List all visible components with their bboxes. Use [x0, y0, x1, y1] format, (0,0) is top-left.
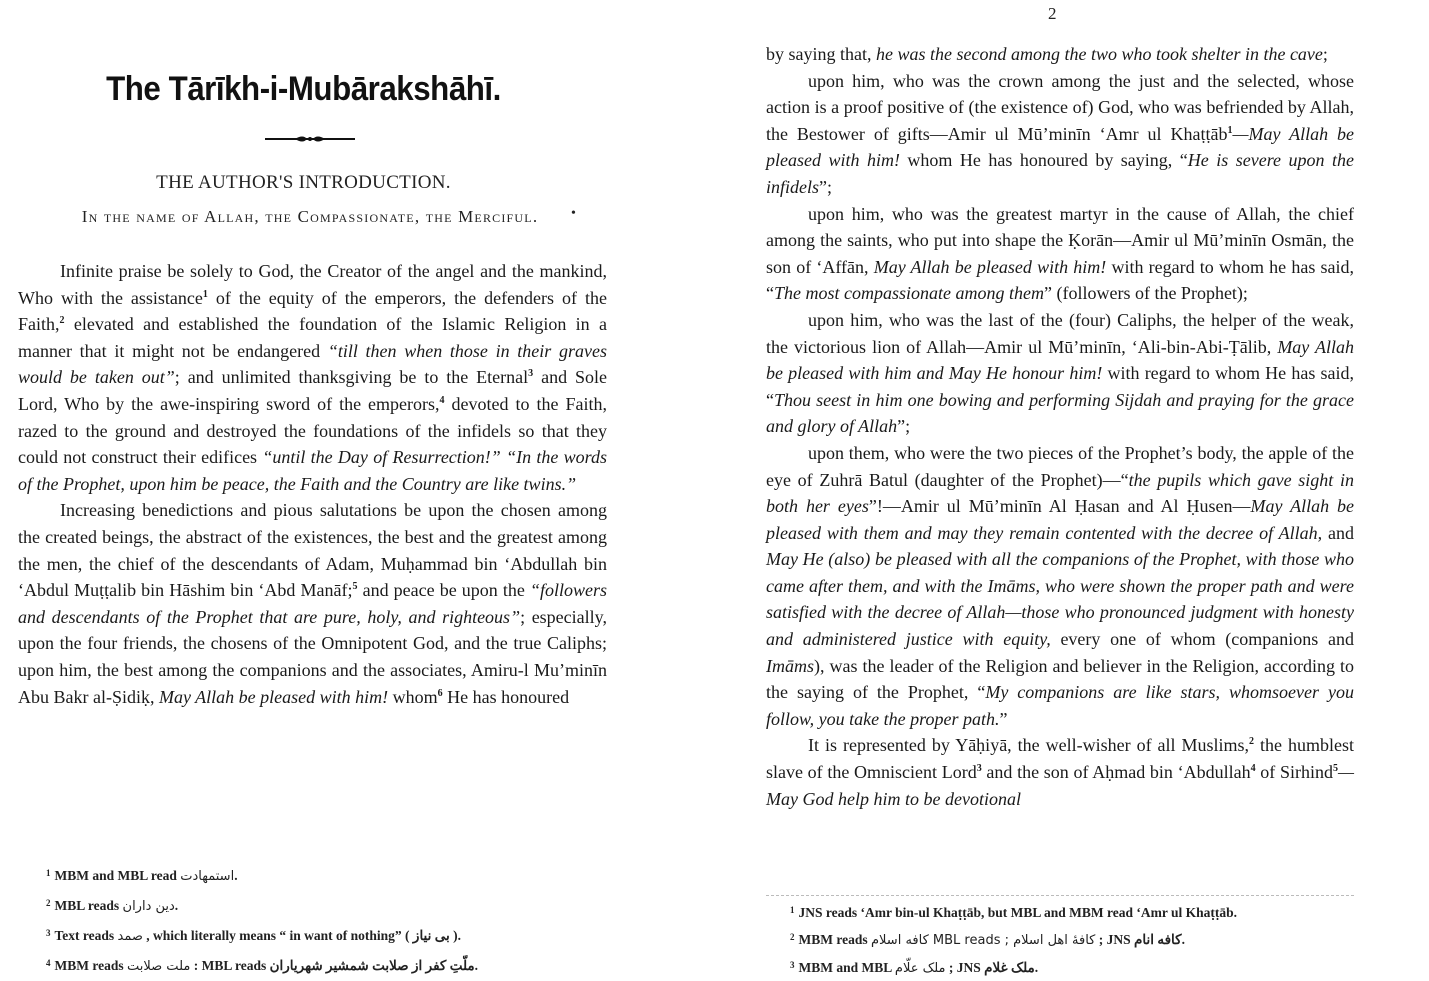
- italic-quote: “till then when those in their graves would be taken out”: [18, 340, 607, 388]
- paragraph: [766, 307, 1354, 440]
- text-run: Increasing benedictions and pious salutations be upon the chosen among the created beings, the abstract of the existences, the best and the greatest among the men, the chief of the descendants of Adam, Muḥammad bin ‘Abdullah bin ‘Abdul Muṭṭalib bin Hāshim bin ‘Abd Manāf;: [18, 500, 607, 601]
- footnote-text: JNS reads ‘Amr bin-ul Khaṭṭāb, but MBL and MBM read ‘Amr ul Khaṭṭāb.: [798, 905, 1238, 920]
- footnote-text-tail: .: [234, 868, 238, 883]
- italic-quote: he was the second among the two who took shelter in the cave: [876, 44, 1323, 64]
- text-run: and Sole Lord, Who by the awe-inspiring sword of the emperors,: [18, 367, 607, 414]
- text-run: of the equity of the emperors, the defenders of the Faith,: [18, 287, 607, 335]
- text-run: He has honoured: [442, 686, 570, 707]
- footnote-reference[interactable]: 3: [528, 368, 534, 380]
- title-ornament-divider: [265, 133, 355, 145]
- text-run: the humblest slave of the Omniscient Lord: [766, 735, 1354, 783]
- text-run: with regard to whom He has said, “: [766, 363, 1355, 410]
- footnote-text-tail: ; JNS کافه انام.: [1095, 932, 1185, 947]
- text-run: upon them, who were the two pieces of the Prophet’s body, the apple of the eye of Zuhrā Batul (daughter of the Prophet)—“: [766, 442, 1354, 490]
- footnote-text: MBM and MBL read: [54, 868, 181, 883]
- footnote: [46, 860, 626, 890]
- arabic-text: دین داران: [122, 899, 175, 914]
- italic-quote: Thou seest in him one bowing and performing Sijdah and praying for the grace and glory of Allah: [766, 389, 1354, 437]
- paragraph: [766, 41, 1354, 68]
- footnote-number: 3: [46, 928, 51, 938]
- paragraph: [766, 440, 1354, 733]
- invocation-heading: In the name of Allah, the Compassionate, the Merciful.: [81, 207, 539, 226]
- arabic-text: صمد: [117, 929, 143, 944]
- footnote-text: MBL reads: [54, 898, 123, 913]
- footnote-reference[interactable]: 1: [1227, 124, 1233, 136]
- footnote-reference[interactable]: 4: [1250, 763, 1256, 775]
- text-run: ”!—Amir ul Mū’minīn Al Ḥasan and Al Ḥusen—: [868, 496, 1251, 517]
- italic-quote: May Allah be pleased with them and may they remain contented with the decree of Allah,: [766, 496, 1355, 543]
- right-body-text: [766, 41, 1354, 812]
- section-heading: THE AUTHOR'S INTRODUCTION.: [156, 172, 451, 193]
- footnote-number: 1: [46, 868, 51, 878]
- italic-quote: —May God help him to be devotional: [766, 762, 1354, 809]
- text-run: upon him, who was the last of the (four) Caliphs, the helper of the weak, the victorious lion of Allah—Amir ul Mū’minīn, ‘Ali-bin-Abi-Ṭālib,: [766, 309, 1354, 357]
- footnote-reference[interactable]: 6: [437, 687, 443, 699]
- italic-quote: May He (also) be pleased with all the companions of the Prophet, with those who came after them, and with the Imāms, who were shown the proper path and were satisfied with the decree of Allah—those who pronounced judgment with honesty and administered justice with equity,: [766, 549, 1354, 650]
- footnote: [46, 950, 626, 980]
- text-run: and: [1322, 522, 1354, 543]
- arabic-text: ملک علّام: [894, 961, 946, 976]
- left-body-text: [18, 258, 607, 710]
- page-number: 2: [1048, 4, 1057, 23]
- footnote-text: MBM reads: [54, 958, 127, 973]
- footnote: [790, 953, 1370, 981]
- arabic-text: استمهادت: [180, 869, 235, 884]
- text-run: upon him, who was the crown among the just and the selected, whose action is a proof positive of (the existence of) God, who was befriended by Allah, the Bestower of gifts—Amir ul Mū’minīn ‘Amr ul Khaṭṭāb: [766, 70, 1354, 144]
- text-run: ;: [1322, 44, 1328, 64]
- paragraph: [766, 201, 1354, 307]
- text-run: ; and unlimited thanksgiving be to the Eternal: [174, 367, 529, 388]
- footnote: [790, 925, 1370, 953]
- text-run: ; especially, upon the four friends, the chosens of the Omnipotent God, and the true Caliphs; upon him, the best among the companions and the associates, Amiru-l Mu’minīn Abu Bakr al-Ṣidiḳ,: [18, 606, 607, 707]
- italic-quote: “until the Day of Resurrection!” “In the words of the Prophet, upon him be peace, the Faith and the Country are like twins.”: [18, 447, 607, 494]
- arabic-text: ملت صلابت: [127, 959, 191, 974]
- text-run: and the son of Aḥmad bin ‘Abdullah: [981, 762, 1251, 783]
- text-run: every one of whom (companions and: [1050, 629, 1354, 650]
- footnote-number: 2: [46, 898, 51, 908]
- footnote-text-tail: ; JNS ملک غلام.: [945, 960, 1039, 975]
- text-run: and peace be upon the: [357, 580, 530, 601]
- italic-quote: “followers and descendants of the Prophet that are pure, holy, and righteous”: [18, 580, 607, 627]
- footnote-reference[interactable]: 3: [976, 763, 982, 775]
- text-run: ” (followers of the Prophet);: [1043, 283, 1248, 304]
- text-run: Infinite praise be solely to God, the Creator of the angel and the mankind, Who with the assistance: [18, 261, 607, 308]
- footnote: [46, 890, 626, 920]
- footnote-reference[interactable]: 2: [59, 315, 65, 327]
- footnote: [46, 920, 626, 950]
- text-run: ), was the leader of the Religion and believer in the Religion, according to the saying of the Prophet, “: [766, 655, 1354, 703]
- text-run: by saying that,: [766, 44, 876, 64]
- footnote-number: 1: [790, 905, 795, 915]
- italic-quote: Imāms: [766, 655, 814, 676]
- footnote-text: Text reads: [54, 928, 118, 943]
- footnote-number: 4: [46, 958, 51, 968]
- footnote-text-tail: .: [174, 898, 179, 913]
- italic-quote: May Allah be pleased with him!: [873, 256, 1107, 277]
- arabic-text: کافهٔ اهل اسلام ; MBL reads کافه اسلام: [871, 933, 1096, 948]
- italic-quote: May Allah be pleased with him!: [159, 686, 389, 707]
- footnote: [790, 898, 1370, 925]
- paragraph: [766, 68, 1354, 201]
- footnote-number: 3: [790, 960, 795, 970]
- footnote-reference[interactable]: 4: [439, 394, 445, 406]
- text-run: elevated and established the foundation of the Islamic Religion in a manner that it might not be endangered: [18, 314, 607, 361]
- text-run: with regard to whom he has said, “: [766, 256, 1354, 304]
- italic-quote: May Allah be pleased with him and May He honour him!: [766, 336, 1355, 384]
- footnote-reference[interactable]: 2: [1249, 736, 1255, 748]
- italic-quote: The most compassionate among them: [774, 283, 1044, 304]
- footnote-reference[interactable]: 5: [352, 581, 358, 593]
- text-run: ”;: [819, 176, 832, 197]
- right-footnotes: [790, 898, 1370, 981]
- italic-quote: He is severe upon the infidels: [766, 150, 1354, 197]
- footnote-separator: [766, 895, 1354, 897]
- footnote-text-tail: , which literally means “ in want of nothing” ( بی نیاز ).: [142, 928, 462, 943]
- text-run: of Sirhind: [1255, 762, 1333, 783]
- footnote-reference[interactable]: 1: [202, 288, 208, 300]
- text-run: ”;: [897, 416, 911, 437]
- footnote-text-tail: : MBL reads ملّتِ کفر از صلابت شمشیر شهریاران.: [190, 958, 479, 973]
- text-run: devoted to the Faith, razed to the ground and destroyed the foundations of the infidels so that they could not construct their edifices: [18, 393, 607, 468]
- text-run: whom: [388, 686, 438, 707]
- paragraph: [766, 732, 1354, 812]
- paragraph: [18, 497, 607, 710]
- paragraph: [18, 258, 607, 497]
- footnote-text: MBM and MBL: [798, 960, 895, 975]
- text-run: ”: [999, 708, 1008, 729]
- text-run: whom He has honoured by saying, “: [899, 150, 1188, 171]
- italic-quote: —May Allah be pleased with him!: [766, 123, 1354, 171]
- book-title: The Tārīkh-i-Mubārakshāhī.: [106, 70, 501, 108]
- italic-quote: My companions are like stars, whomsoever you follow, you take the proper path.: [766, 682, 1354, 729]
- footnote-number: 2: [790, 932, 795, 942]
- text-run: It is represented by Yāḥiyā, the well-wisher of all Muslims,: [808, 735, 1250, 756]
- text-run: upon him, who was the greatest martyr in the cause of Allah, the chief among the saints, who put into shape the Ḳorān—Amir ul Mū’minīn Osmān, the son of ‘Affān,: [766, 203, 1354, 277]
- stray-dot-mark: •: [571, 206, 576, 221]
- footnote-reference[interactable]: 5: [1332, 763, 1338, 775]
- footnote-text: MBM reads: [798, 932, 871, 947]
- italic-quote: the pupils which gave sight in both her eyes: [766, 469, 1354, 517]
- left-footnotes: [46, 860, 626, 980]
